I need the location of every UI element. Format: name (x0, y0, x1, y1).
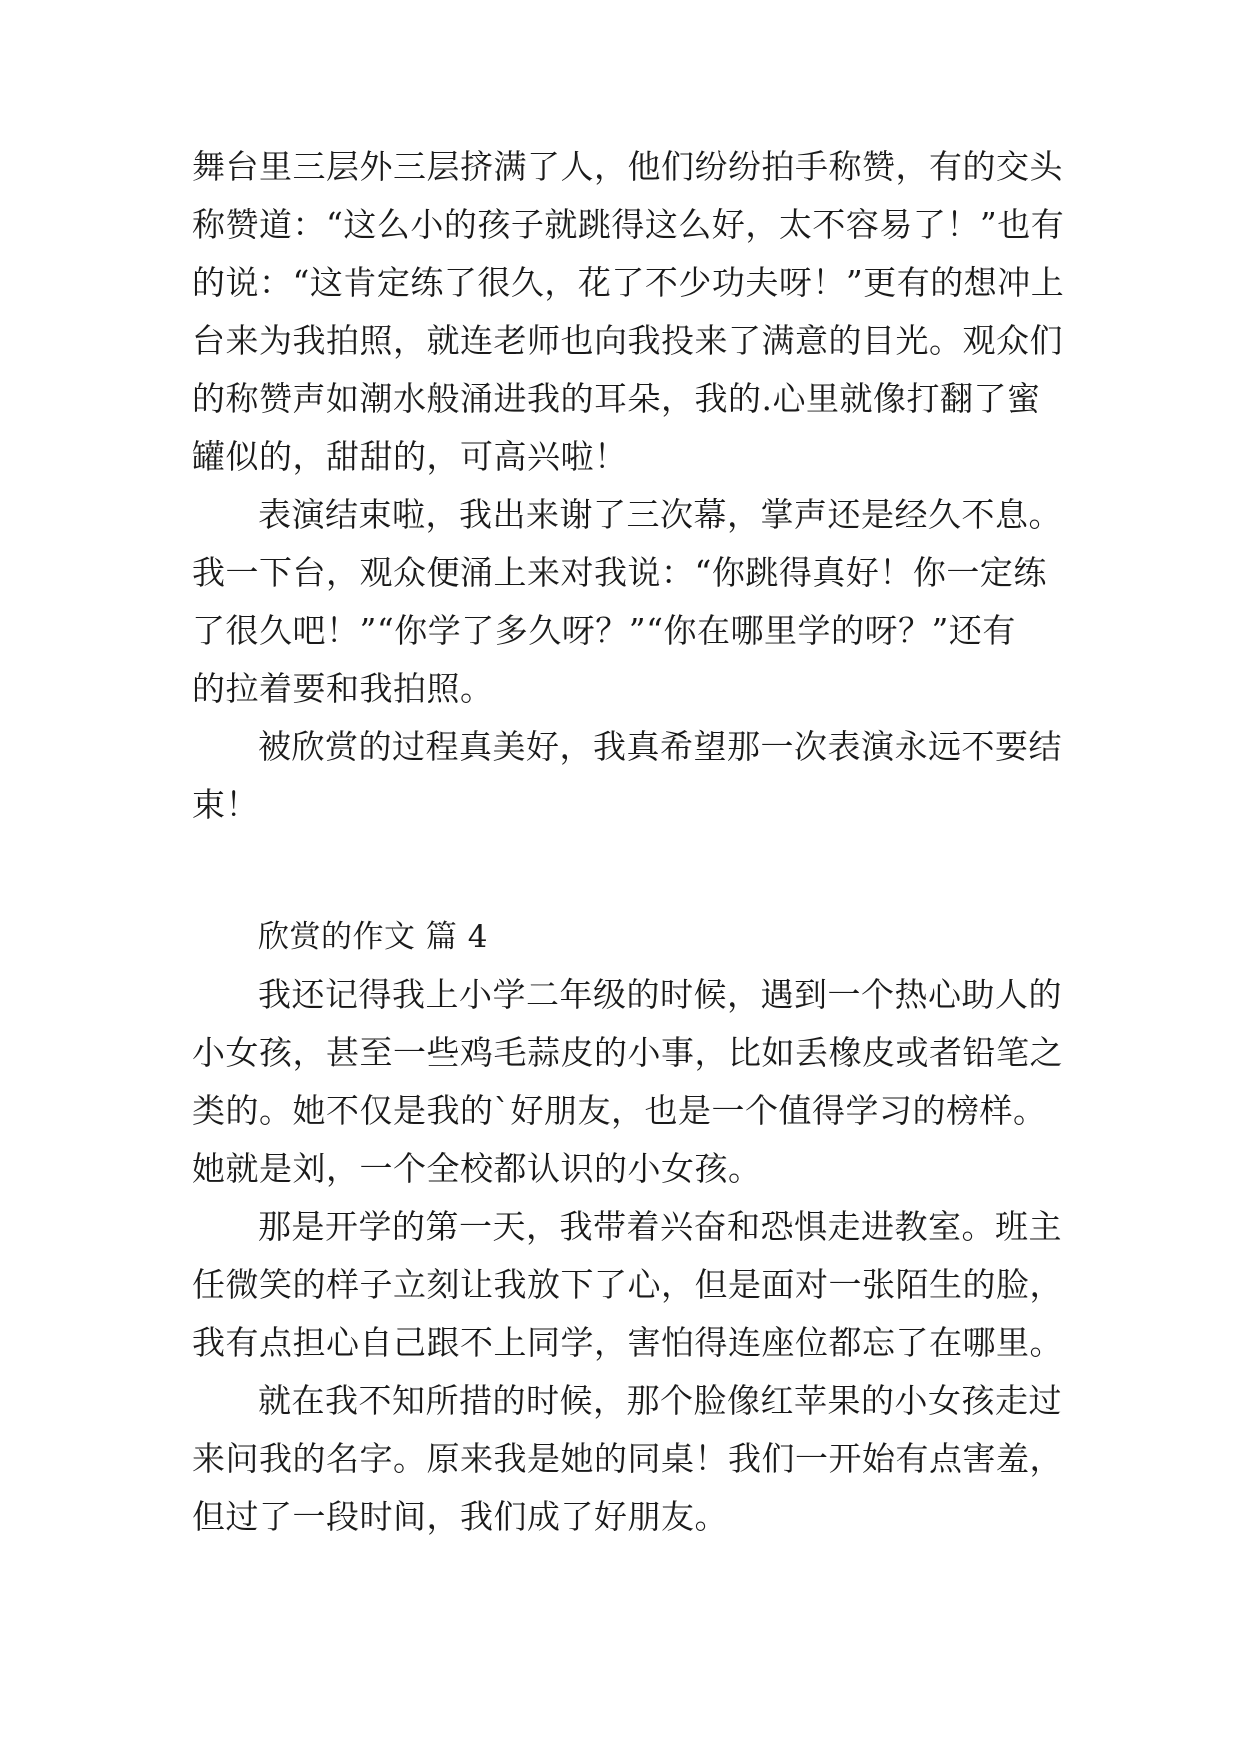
section-title: 欣赏的作文 篇 4 (258, 919, 488, 955)
text-line: 来问我的名字。原来我是她的同桌！我们一开始有点害羞， (192, 1439, 1063, 1478)
text-line: 我一下台，观众便涌上来对我说：“你跳得真好！你一定练 (192, 553, 1047, 592)
text-line: 称赞道：“这么小的孩子就跳得这么好，太不容易了！”也有 (192, 205, 1065, 244)
text-line: 台来为我拍照，就连老师也向我投来了满意的目光。观众们 (192, 321, 1063, 360)
text-line: 就在我不知所措的时候，那个脸像红苹果的小女孩走过 (258, 1381, 1062, 1420)
text-line: 的称赞声如潮水般涌进我的耳朵，我的.心里就像打翻了蜜 (192, 379, 1041, 418)
text-line: 舞台里三层外三层挤满了人，他们纷纷拍手称赞，有的交头 (192, 147, 1063, 186)
text-line: 类的。她不仅是我的`好朋友，也是一个值得学习的榜样。 (192, 1091, 1047, 1130)
text-line: 任微笑的样子立刻让我放下了心，但是面对一张陌生的脸， (192, 1265, 1063, 1304)
text-line: 她就是刘，一个全校都认识的小女孩。 (192, 1149, 762, 1188)
text-line: 表演结束啦，我出来谢了三次幕，掌声还是经久不息。 (258, 495, 1062, 534)
text-line: 束！ (192, 785, 259, 824)
text-line: 的说：“这肯定练了很久，花了不少功夫呀！”更有的想冲上 (192, 263, 1065, 302)
text-line: 了很久吧！”“你学了多久呀？”“你在哪里学的呀？”还有 (192, 611, 1016, 650)
text-line: 的拉着要和我拍照。 (192, 669, 494, 708)
text-line: 被欣赏的过程真美好，我真希望那一次表演永远不要结 (258, 727, 1062, 766)
text-line: 罐似的，甜甜的，可高兴啦！ (192, 437, 628, 476)
text-line: 小女孩，甚至一些鸡毛蒜皮的小事，比如丢橡皮或者铅笔之 (192, 1033, 1063, 1072)
text-line: 我有点担心自己跟不上同学，害怕得连座位都忘了在哪里。 (192, 1323, 1063, 1362)
text-line: 那是开学的第一天，我带着兴奋和恐惧走进教室。班主 (258, 1207, 1062, 1246)
text-line: 但过了一段时间，我们成了好朋友。 (192, 1497, 728, 1536)
text-line: 我还记得我上小学二年级的时候，遇到一个热心助人的 (258, 975, 1062, 1014)
